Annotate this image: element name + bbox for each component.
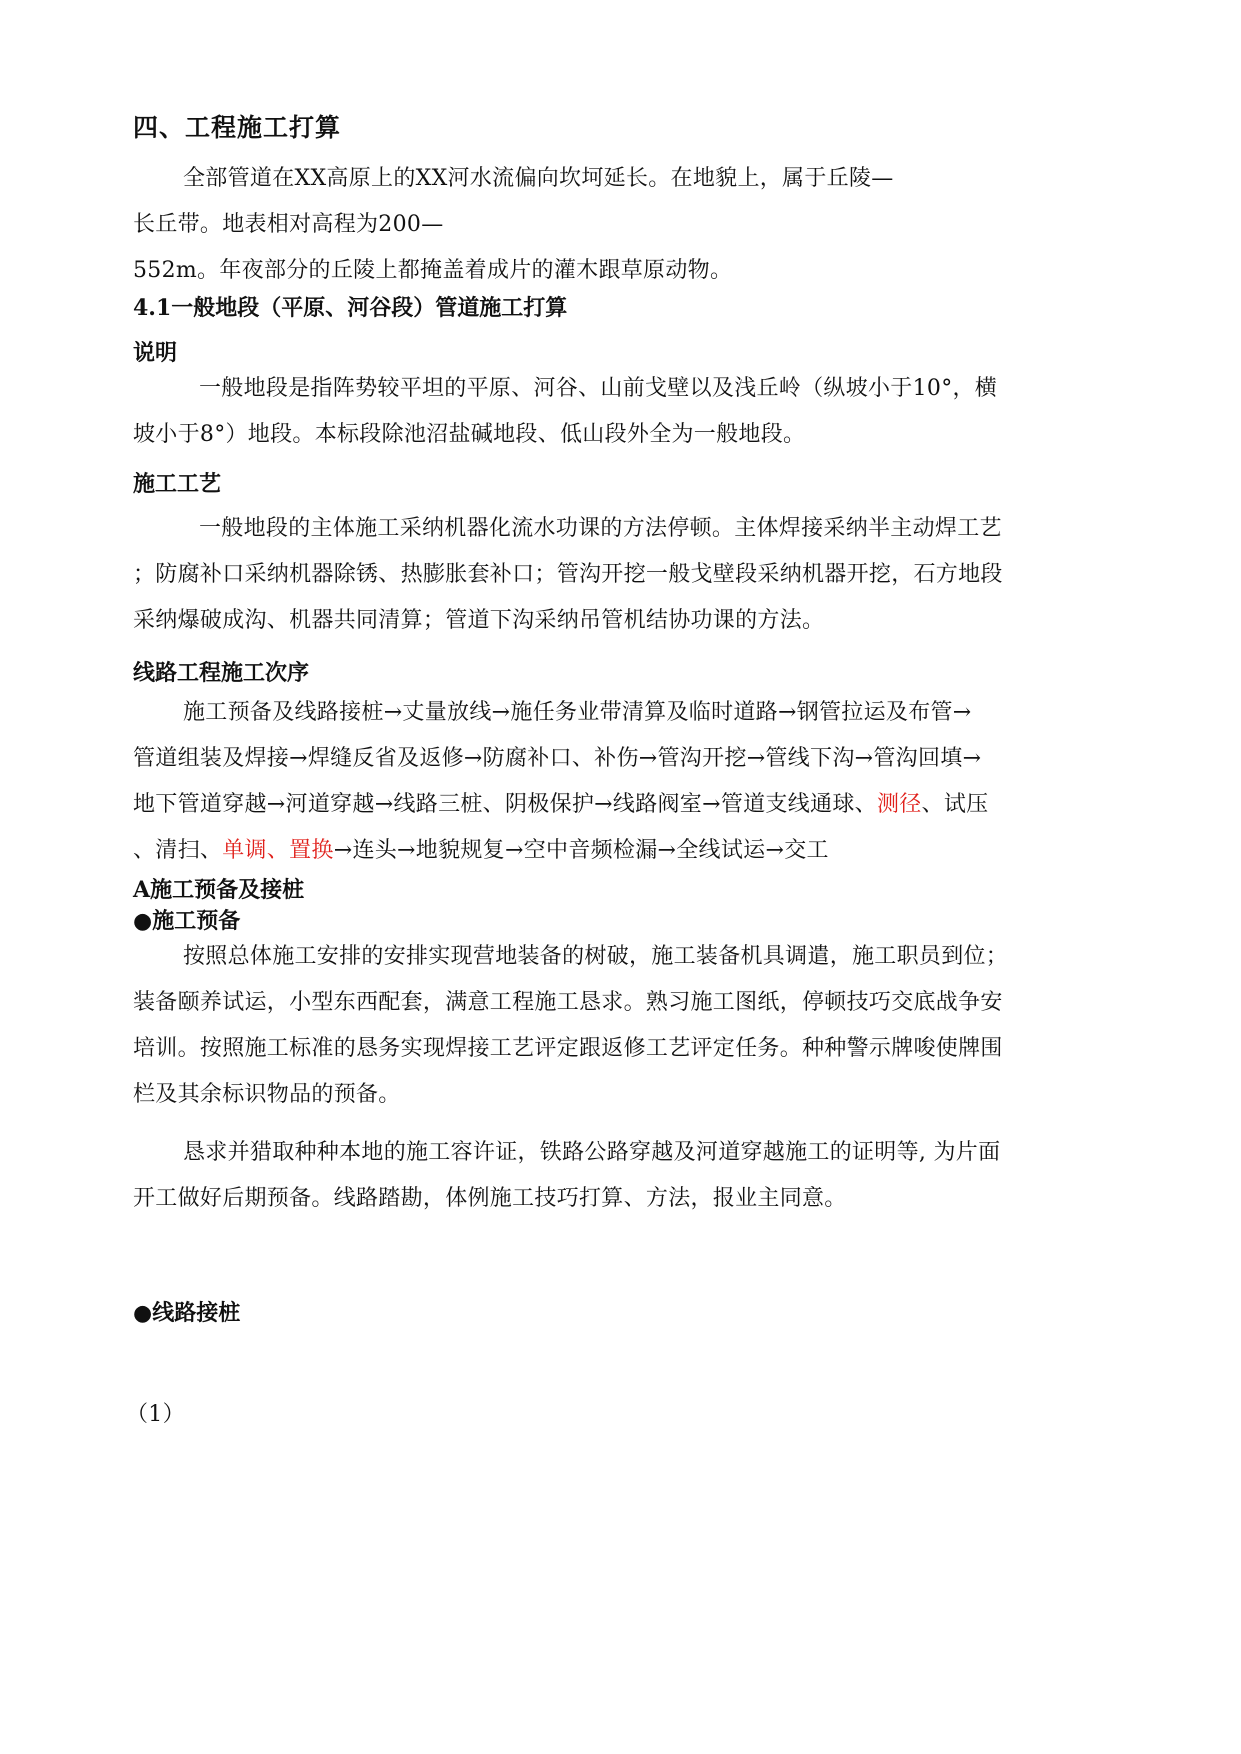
shuoming-line-1: 一般地段是指阵势较平坦的平原、河谷、山前戈壁以及浅丘岭（纵坡小于10°，横 bbox=[199, 376, 998, 401]
gongyi-line-1: 一般地段的主体施工采纳机器化流水功课的方法停顿。主体焊接采纳半主动焊工艺 bbox=[199, 516, 1002, 541]
intro-paragraph bbox=[133, 156, 894, 294]
yubei-line-2: 装备颐养试运，小型东西配套，满意工程施工恳求。熟习施工图纸，停顿技巧交底战争安 bbox=[133, 990, 1003, 1015]
yubei-line-4: 栏及其余标识物品的预备。 bbox=[133, 1082, 401, 1107]
intro-line-3: 552m。年夜部分的丘陵上都掩盖着成片的灌木跟草原动物。 bbox=[133, 258, 733, 283]
yubei-line-3: 培训。按照施工标准的恳务实现焊接工艺评定跟返修工艺评定任务。种种警示牌唆使牌围 bbox=[133, 1036, 1003, 1061]
section-heading-4-1: 4.1一般地段（平原、河谷段）管道施工打算 bbox=[133, 295, 568, 321]
cixu-line-3: 地下管道穿越→河道穿越→线路三桩、阴极保护→线路阀室→管道支线通球、测径、试压 bbox=[133, 792, 989, 817]
cixu-line-1: 施工预备及线路接桩→丈量放线→施任务业带清算及临时道路→钢管拉运及布管→ bbox=[183, 700, 972, 725]
yubei2-line-2: 开工做好后期预备。线路踏勘，体例施工技巧打算、方法，报业主同意。 bbox=[133, 1186, 847, 1211]
subheading-gongyi: 施工工艺 bbox=[133, 471, 222, 497]
cixu-line-4: 、清扫、单调、置换→连头→地貌规复→空中音频检漏→全线试运→交工 bbox=[133, 838, 829, 863]
bullet-heading-jiezhuang: ●线路接桩 bbox=[133, 1300, 241, 1326]
bullet-heading-yubei: ●施工预备 bbox=[133, 908, 241, 934]
yubei-paragraph bbox=[133, 934, 1008, 1118]
yubei-paragraph-2 bbox=[133, 1130, 1000, 1222]
cixu-line-2: 管道组装及焊接→焊缝反省及返修→防腐补口、补伤→管沟开挖→管线下沟→管沟回填→ bbox=[133, 746, 982, 771]
yubei-line-1: 按照总体施工安排的安排实现营地装备的树破，施工装备机具调遣，施工职员到位； bbox=[183, 944, 1009, 969]
item-number: （1） bbox=[126, 1402, 185, 1427]
intro-line-1: 全部管道在XX高原上的XX河水流偏向坎坷延长。在地貌上，属于丘陵— bbox=[183, 166, 894, 191]
gongyi-paragraph bbox=[133, 506, 1003, 644]
yubei2-line-1: 恳求并猎取种种本地的施工容许证，铁路公路穿越及河道穿越施工的证明等, 为片面 bbox=[183, 1140, 1001, 1165]
page-title: 四、工程施工打算 bbox=[133, 113, 342, 142]
subheading-a: A施工预备及接桩 bbox=[133, 877, 305, 903]
subheading-shuoming: 说明 bbox=[133, 340, 178, 366]
intro-line-2: 长丘带。地表相对高程为200— bbox=[133, 212, 444, 237]
gongyi-line-3: 采纳爆破成沟、机器共同清算；管道下沟采纳吊管机结协功课的方法。 bbox=[133, 608, 825, 633]
shuoming-paragraph bbox=[133, 366, 997, 458]
highlight-text: 单调、置换 bbox=[222, 838, 334, 863]
shuoming-line-2: 坡小于8°）地段。本标段除池沼盐碱地段、低山段外全为一般地段。 bbox=[133, 422, 806, 447]
subheading-cixu: 线路工程施工次序 bbox=[133, 660, 310, 686]
gongyi-line-2: ；防腐补口采纳机器除锈、热膨胀套补口；管沟开挖一般戈壁段采纳机器开挖，石方地段 bbox=[133, 562, 1003, 587]
cixu-paragraph bbox=[133, 690, 988, 874]
highlight-text: 测径 bbox=[876, 792, 922, 817]
